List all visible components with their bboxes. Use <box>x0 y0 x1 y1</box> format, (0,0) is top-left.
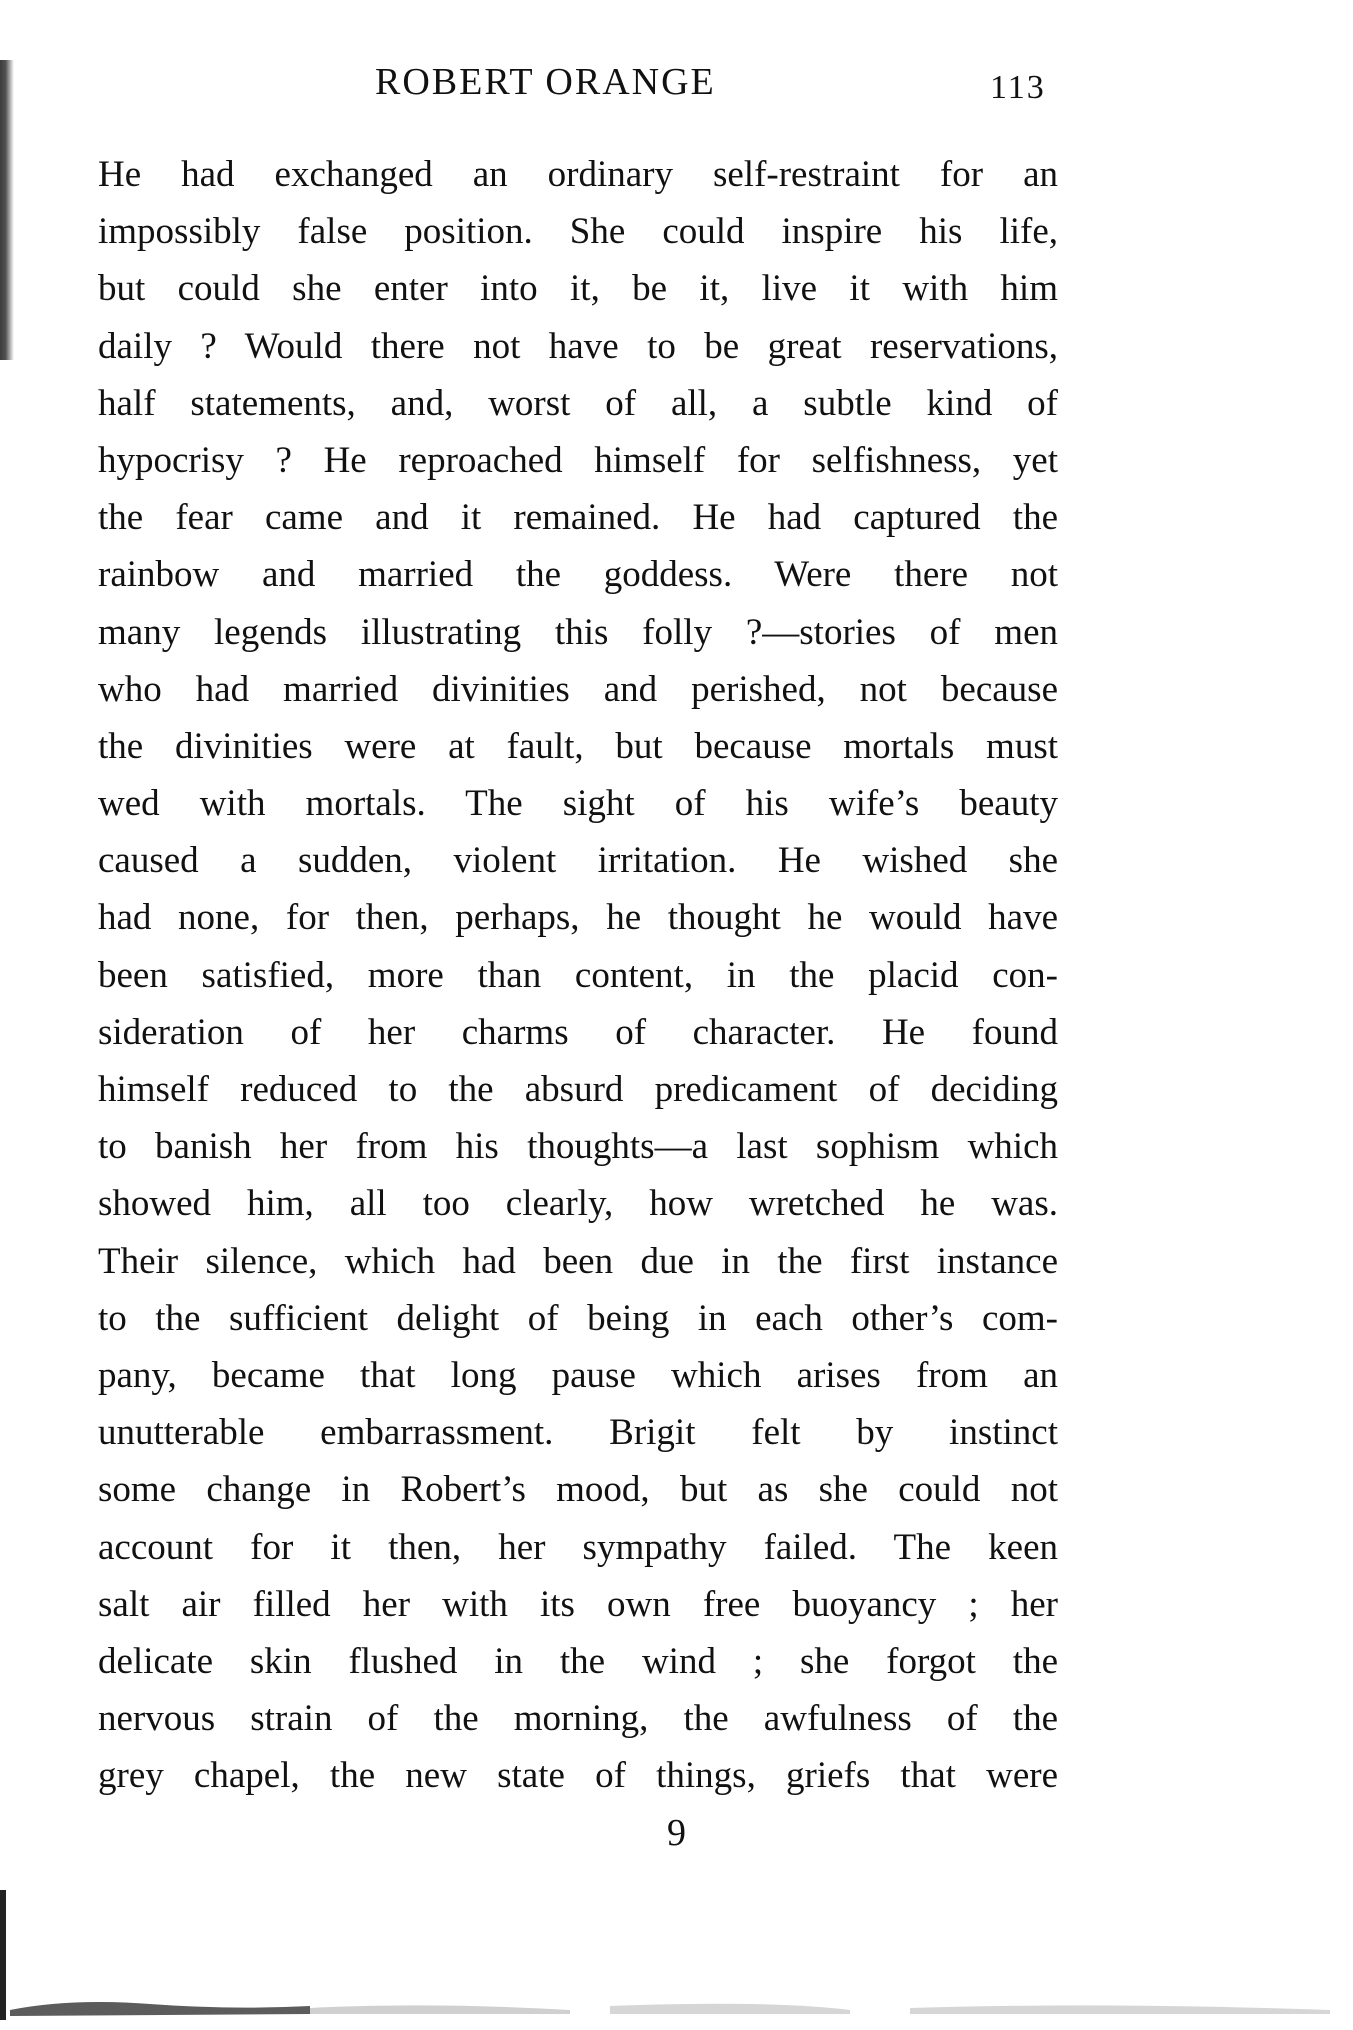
text-line: been satisfied, more than content, in the placid con- <box>98 954 1058 996</box>
text-line: unutterable embarrassment. Brigit felt by instinct <box>98 1412 1058 1454</box>
text-line: half statements, and, worst of all, a subtle kind of <box>98 382 1058 424</box>
signature-mark: 9 <box>667 1812 686 1854</box>
text-line: the fear came and it remained. He had captured the <box>98 497 1058 539</box>
text-line: nervous strain of the morning, the awfulness of the <box>98 1698 1058 1740</box>
running-head <box>0 52 1353 112</box>
page-number: 113 <box>990 69 1046 106</box>
text-line: to banish her from his thoughts—a last sophism which <box>98 1126 1058 1168</box>
text-line: the divinities were at fault, but because mortals must <box>98 725 1058 767</box>
text-line: rainbow and married the goddess. Were there not <box>98 554 1058 596</box>
text-line: himself reduced to the absurd predicament of deciding <box>98 1069 1058 1110</box>
text-line: but could she enter into it, be it, live it with him <box>98 268 1058 310</box>
text-line: grey chapel, the new state of things, griefs that were <box>98 1755 1058 1797</box>
text-line: account for it then, her sympathy failed. The keen <box>98 1526 1058 1568</box>
text-line: some change in Robert’s mood, but as she could not <box>98 1469 1058 1511</box>
text-line: impossibly false position. She could inspire his life, <box>98 211 1058 253</box>
text-line: hypocrisy ? He reproached himself for selfishness, yet <box>98 439 1058 481</box>
text-line: salt air filled her with its own free buoyancy ; her <box>98 1583 1058 1625</box>
text-line: Their silence, which had been due in the first instance <box>98 1240 1058 1282</box>
text-line: had none, for then, perhaps, he thought he would have <box>98 897 1058 939</box>
binding-shadow-bottom <box>0 1890 6 2020</box>
text-line: wed with mortals. The sight of his wife’s beauty <box>98 783 1058 825</box>
text-line: daily ? Would there not have to be great reservations, <box>98 325 1058 367</box>
text-line: sideration of her charms of character. He found <box>98 1011 1058 1053</box>
text-line: caused a sudden, violent irritation. He wished she <box>98 840 1058 882</box>
text-line: He had exchanged an ordinary self-restraint for an <box>98 154 1058 195</box>
text-line: pany, became that long pause which arises from an <box>98 1354 1058 1396</box>
text-line: to the sufficient delight of being in each other’s com- <box>98 1297 1058 1339</box>
running-title: ROBERT ORANGE <box>375 61 716 103</box>
text-line: showed him, all too clearly, how wretched he was. <box>98 1183 1058 1225</box>
text-line: delicate skin flushed in the wind ; she forgot the <box>98 1640 1058 1682</box>
text-line: who had married divinities and perished, not because <box>98 668 1058 710</box>
bottom-edge-smudge <box>10 1980 1340 2020</box>
text-line: many legends illustrating this folly ?—stories of men <box>98 611 1058 653</box>
body-text <box>98 146 1058 1804</box>
